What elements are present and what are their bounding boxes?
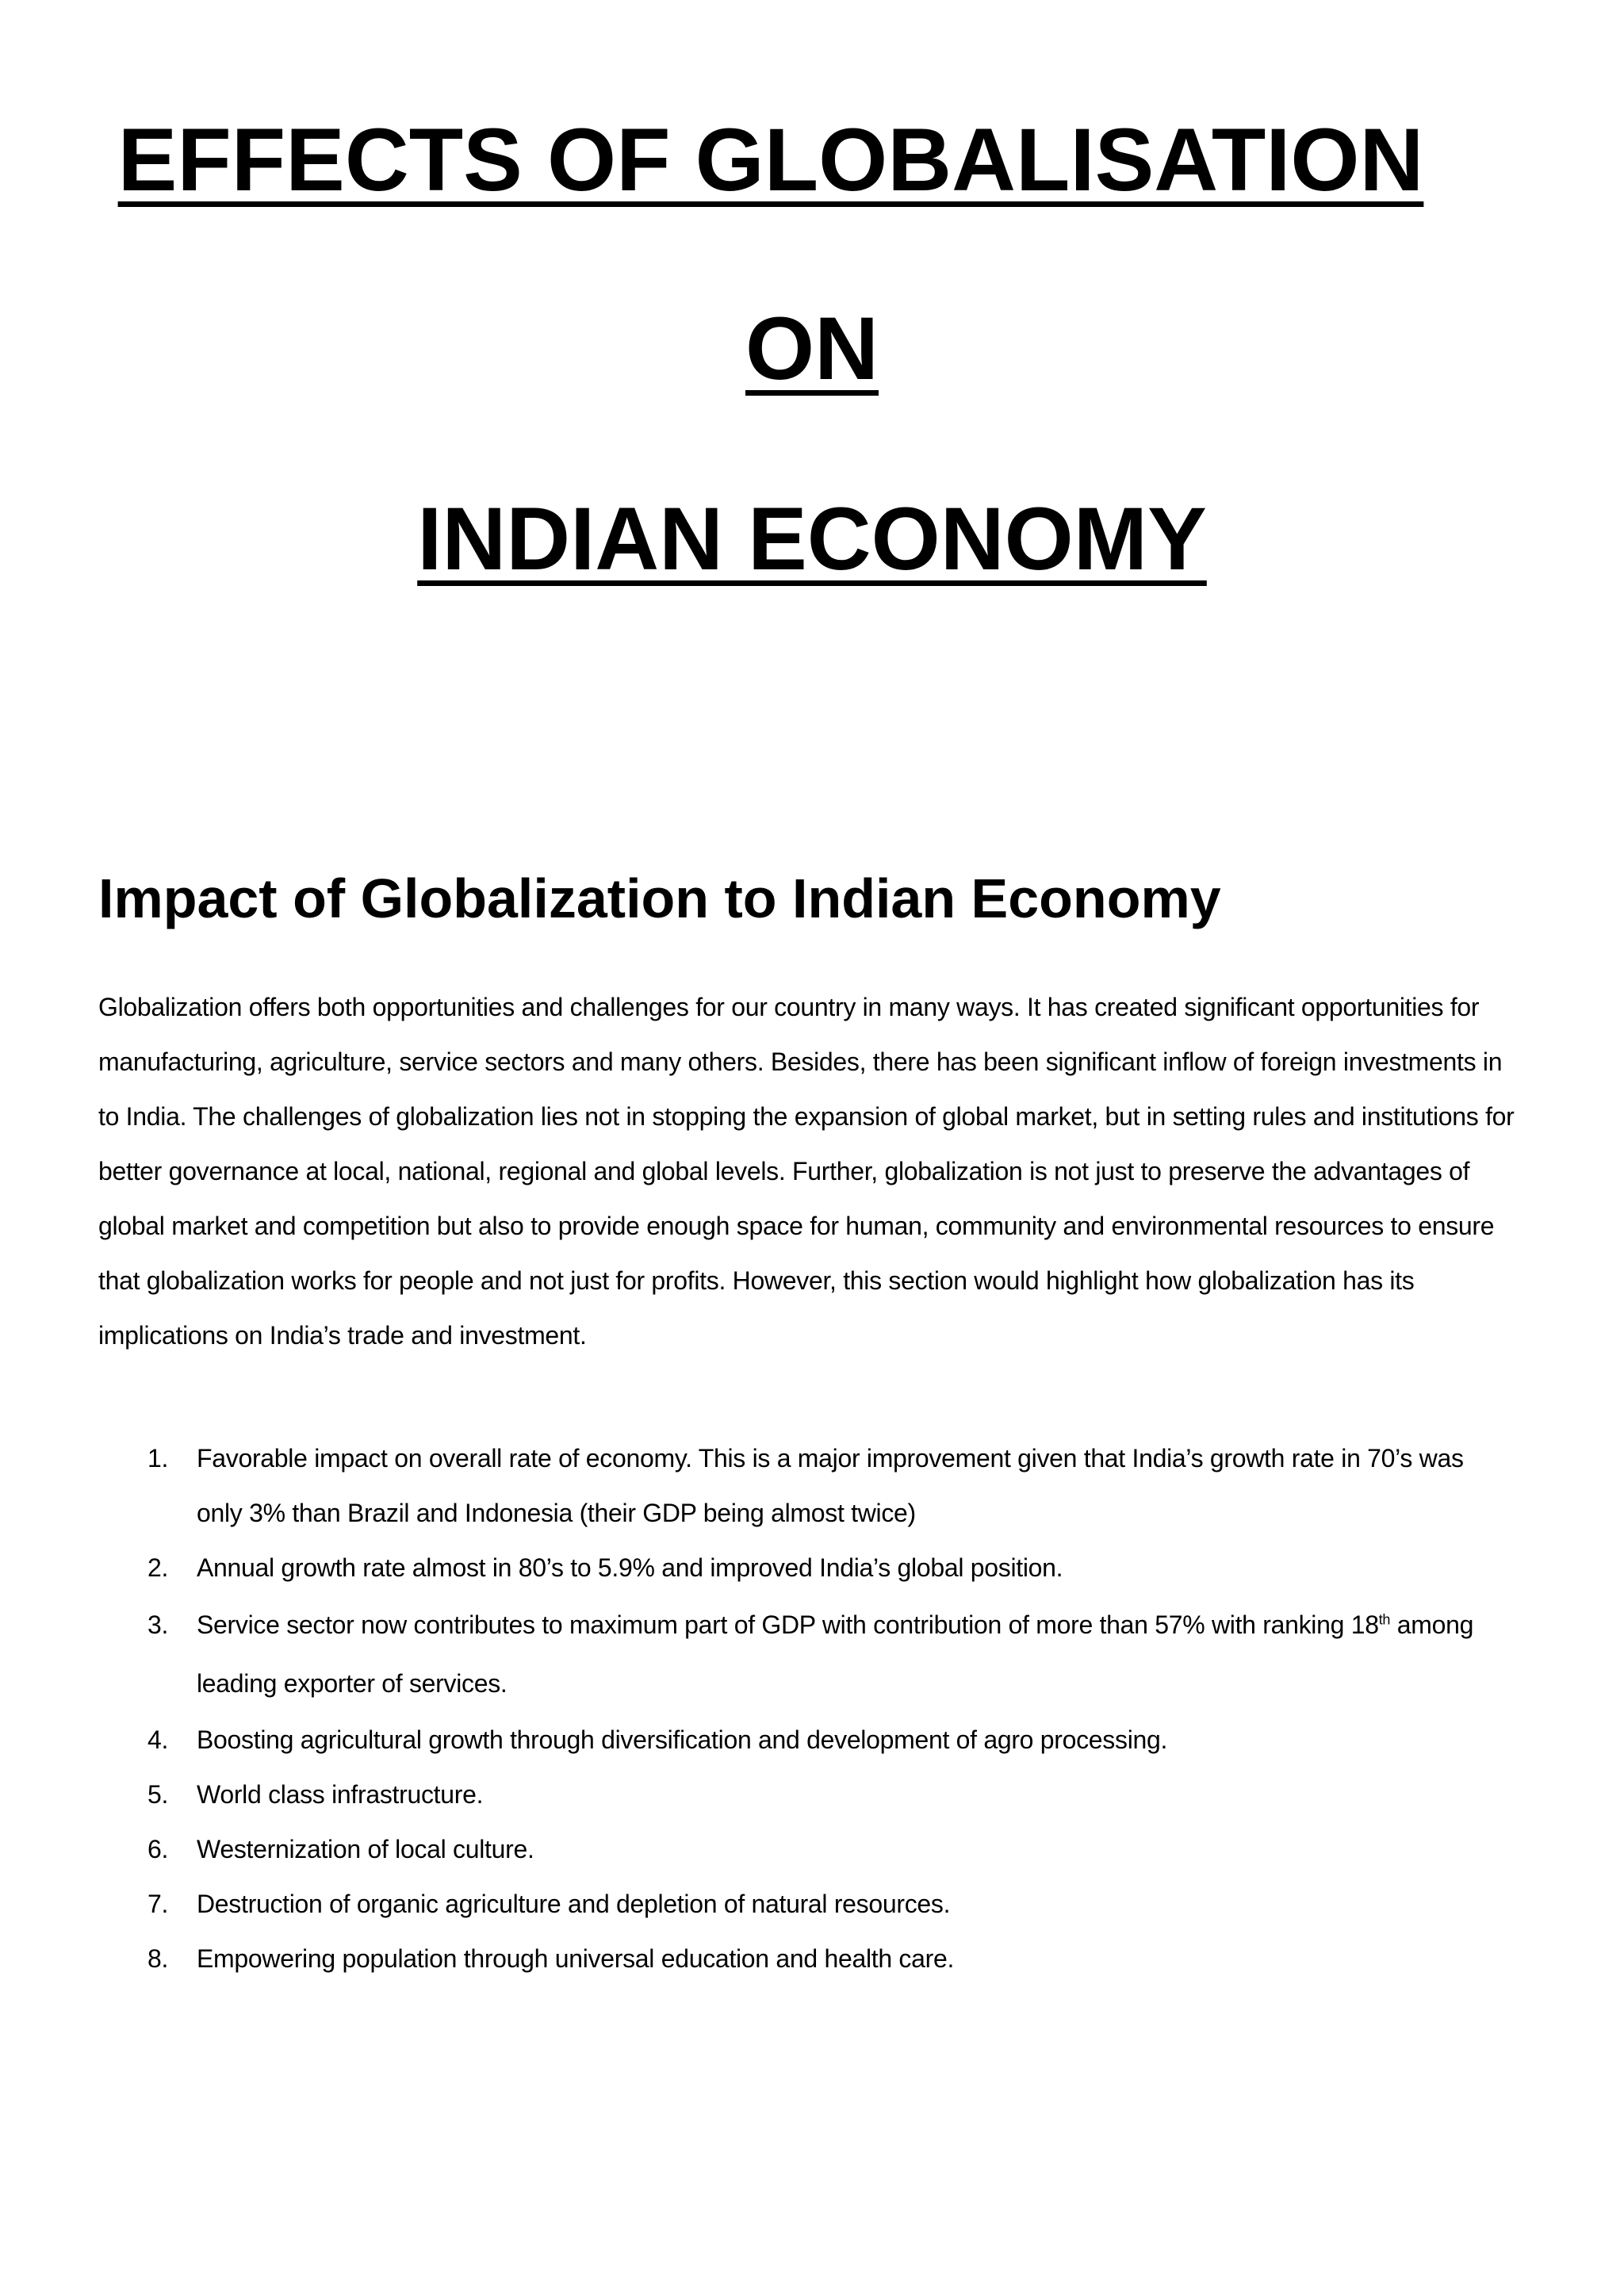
list-item-number: 1.: [147, 1444, 169, 1473]
list-item-number: 3.: [147, 1610, 169, 1639]
list-item-text: Boosting agricultural growth through diversification and development of agro processing.: [197, 1725, 1168, 1754]
list-item-text: Service sector now contributes to maximum part of GDP with contribution of more than 57% with ranking 18: [197, 1610, 1379, 1639]
document-title-line-2: [0, 293, 1624, 404]
list-item-number: 4.: [147, 1725, 169, 1754]
list-item: [0, 1877, 1624, 1932]
list-item-number: 8.: [147, 1944, 169, 1973]
list-item-number: 5.: [147, 1780, 169, 1809]
title-text-3: INDIAN ECONOMY: [417, 489, 1207, 588]
list-item-text-continued: among leading exporter of services.: [197, 1610, 1474, 1698]
document-title-line-1: [0, 105, 1583, 216]
list-item-text: Annual growth rate almost in 80’s to 5.9% and improved India’s global position.: [197, 1553, 1063, 1582]
list-item-text: Empowering population through universal education and health care.: [197, 1944, 955, 1973]
ordinal-suffix: th: [1378, 1611, 1391, 1628]
list-item-text: Destruction of organic agriculture and depletion of natural resources.: [197, 1890, 951, 1918]
list-item: [0, 1431, 1624, 1541]
list-item-text: Favorable impact on overall rate of economy. This is a major improvement given that India’s growth rate in 70’s was only 3% than Brazil and Indonesia (their GDP being almost twice): [197, 1444, 1464, 1527]
section-heading: Impact of Globalization to Indian Economy: [98, 867, 1221, 929]
list-item-number: 7.: [147, 1890, 169, 1918]
title-text-1: EFFECTS OF GLOBALISATION: [117, 110, 1424, 209]
document-title-line-3: [0, 484, 1624, 595]
title-text-2: ON: [745, 299, 879, 398]
list-item-number: 2.: [147, 1553, 169, 1582]
intro-paragraph: Globalization offers both opportunities and challenges for our country in many ways. It has created significant opportunities for manufacturing, agriculture, service sectors and many others. Besides, there has been significant inflow of foreign investments in to India. The challenges of globalization lies not in stopping the expansion of global market, but in setting rules and institutions for better governance at local, national, regional and global levels. Further, globalization is not just to preserve the advantages of global market and competition but also to provide enough space for human, community and environmental resources to ensure that globalization works for people and not just for profits. However, this section would highlight how globalization has its implications on India’s trade and investment.: [98, 993, 1515, 1350]
list-item: [0, 1541, 1624, 1595]
list-item: [0, 1932, 1624, 1986]
list-item: [0, 1713, 1624, 1767]
list-item: [0, 1767, 1624, 1822]
list-item-text: Westernization of local culture.: [197, 1835, 534, 1863]
list-item: [0, 1595, 1624, 1713]
impact-list: [0, 1431, 1624, 1986]
list-item-text: World class infrastructure.: [197, 1780, 484, 1809]
list-item: [0, 1822, 1624, 1877]
list-item-number: 6.: [147, 1835, 169, 1863]
